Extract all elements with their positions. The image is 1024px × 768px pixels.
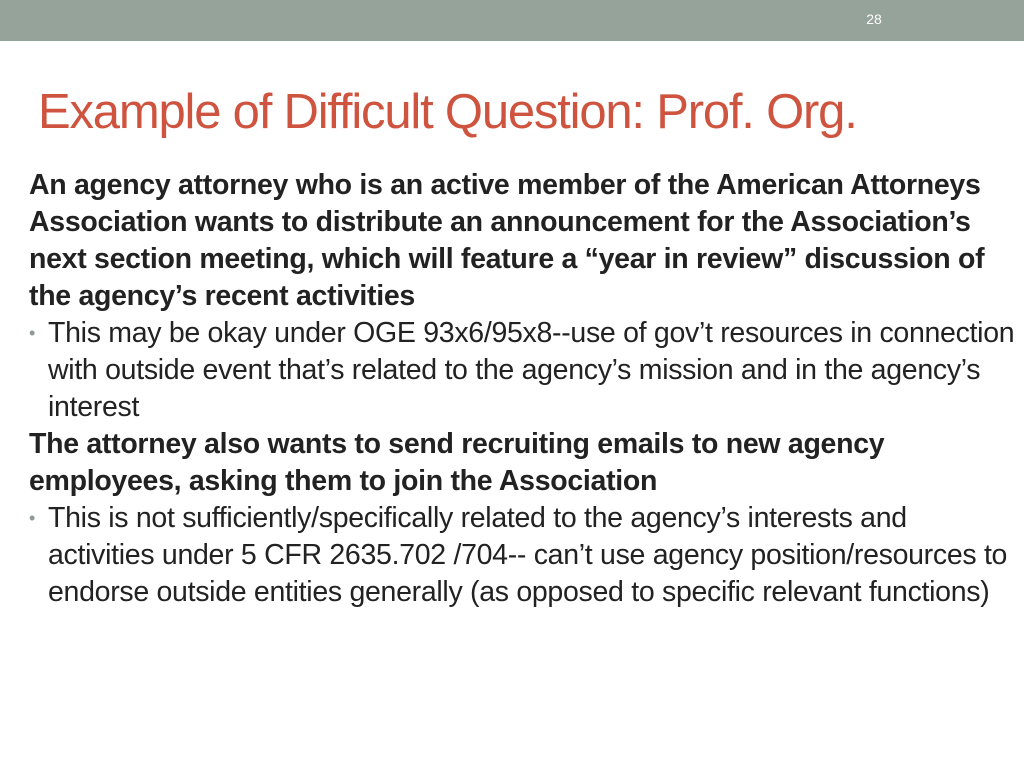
answer-bullet-2-text: This is not sufficiently/specifically related to the agency’s interests and activities under 5 CFR 2635.702 /704-- can’t use agency position/resources to endorse outside entities generally (as opposed to specific relevant functions) — [48, 502, 1008, 608]
answer-bullet-2 — [29, 500, 1019, 611]
question-paragraph-2: The attorney also wants to send recruiting emails to new agency employees, asking them to join the Association — [29, 428, 885, 497]
slide-number: 28 — [866, 11, 882, 27]
slide-content — [29, 167, 1019, 611]
bullet-dot-icon: • — [29, 508, 36, 528]
question-paragraph-1: An agency attorney who is an active member of the American Attorneys Association wants to distribute an announcement for the Association’s next section meeting, which will feature a “year in review” discussion of the agency’s recent activities — [29, 169, 985, 312]
bullet-dot-icon: • — [29, 323, 36, 343]
top-bar — [0, 0, 1024, 41]
slide-title: Example of Difficult Question: Prof. Org. — [38, 85, 857, 139]
answer-bullet-1-text: This may be okay under OGE 93x6/95x8--use of gov’t resources in connection with outside event that’s related to the agency’s mission and in the agency’s interest — [48, 317, 1015, 423]
answer-bullet-1 — [29, 315, 1019, 426]
